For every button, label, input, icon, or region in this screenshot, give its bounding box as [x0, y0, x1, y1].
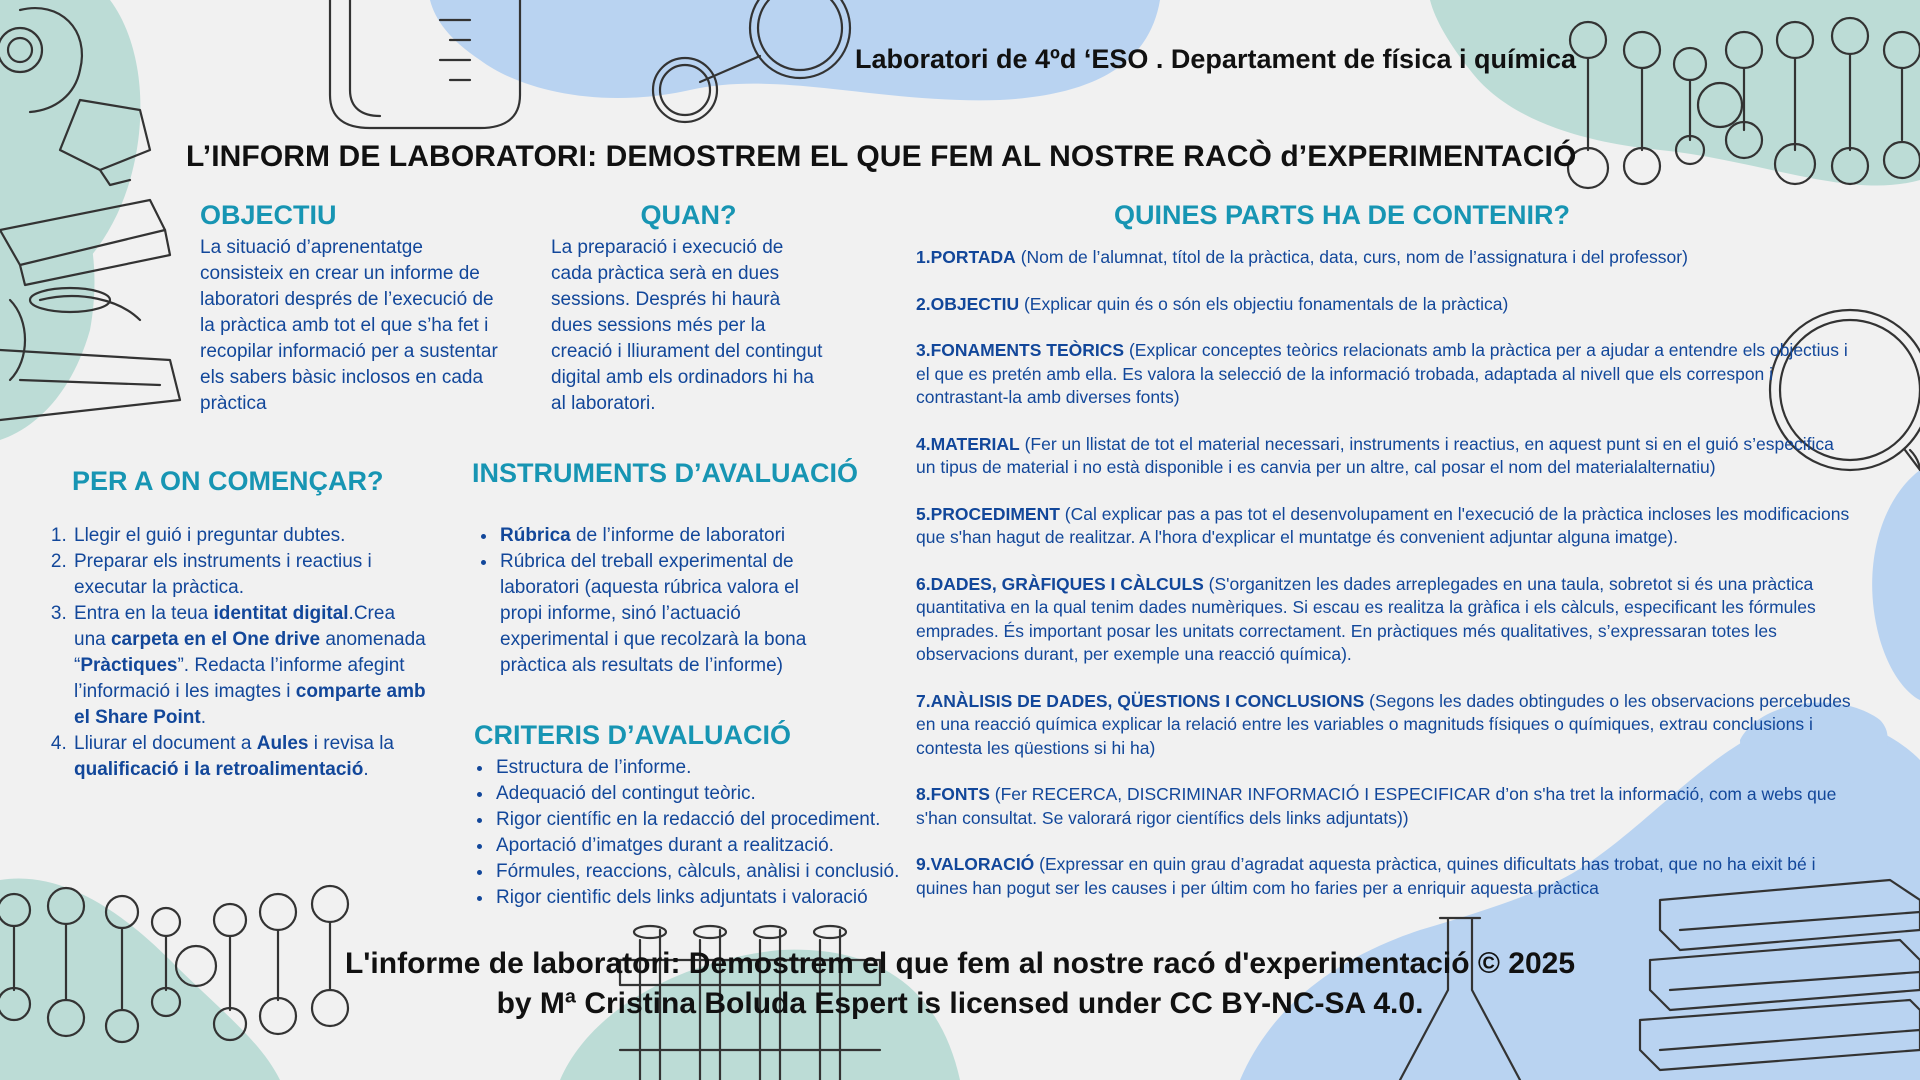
part-text: (Explicar conceptes teòrics relacionats amb la pràctica per a ajudar a entendre els objectius i el que es pretén amb ella. Es valora la selecció de la informació trobada, adaptada al nivell que els correspon i contrastant-la amb diverses fonts) [916, 340, 1848, 407]
objectiu-heading: OBJECTIU [200, 200, 337, 230]
step-text: .Crea una [74, 603, 396, 650]
step-item [72, 731, 428, 783]
part-title: 5.PROCEDIMENT [916, 503, 1060, 524]
objectiu-text: La situació d’aprenentatge consisteix en crear un informe de laboratori després de l’execució de la pràctica amb tot el que s’ha fet i recopilar informació per a sustentar els sabers bàsic inclosos en cada pràctica [200, 237, 498, 414]
step-text: anomenada “ [74, 629, 426, 676]
criteri-item: • Rigor científic en la redacció del procediment. [494, 807, 914, 833]
step-bold: Aules [256, 733, 309, 754]
quan-text: La preparació i execució de cada pràctica serà en dues sessions. Després hi haurà dues sessions més per la creació i lliurament del contingut digital amb els ordinadors hi ha al laboratori. [551, 237, 823, 414]
part-title: 8.FONTS [916, 784, 990, 804]
part-item [916, 246, 1856, 270]
department-line: Laboratori de 4ºd ‘ESO . Departament de física i química [855, 44, 1577, 74]
part-item [916, 690, 1856, 761]
step-bold: carpeta en el One drive [110, 629, 321, 650]
criteri-item: • Estructura de l’informe. [494, 755, 914, 781]
part-title: 7.ANÀLISIS DE DADES, QÜESTIONS I CONCLUSIONS [916, 690, 1365, 711]
step-text: . [363, 759, 369, 780]
instrument-text: Rúbrica del treball experimental de laboratori (aquesta rúbrica valora el propi informe, sinó l’actuació experimental i que recolzarà la bona pràctica als resultats de l’informe) [500, 551, 807, 676]
instrument-text: de l’informe de laboratori [570, 525, 786, 546]
part-item [916, 853, 1856, 900]
quines-parts-heading: QUINES PARTS HA DE CONTENIR? [1114, 200, 1571, 230]
license-line-2: by Mª Cristina Boluda Espert is licensed under CC BY-NC-SA 4.0. [496, 987, 1424, 1020]
step-bold: qualificació i la retroalimentació [74, 759, 364, 780]
part-item [916, 783, 1856, 830]
step-text: ”. Redacta l’informe afegint l’informació i les imagtes i [74, 655, 405, 702]
part-text: (Fer RECERCA, DISCRIMINAR INFORMACIÓ I ESPECIFICAR d’on s'ha tret la informació, com a webs que s'han consultat. Se valorará rigor científics dels links adjuntats)) [916, 784, 1837, 828]
license-footer [230, 944, 1690, 1024]
instruments-list [474, 523, 832, 679]
part-text: (Expressar en quin grau d’agradat aquesta pràctica, quines dificultats has trobat, que no ha eixit bé i quines han pogut ser les causes i per últim com ho faries per a enriquir aquesta pràctica [916, 854, 1816, 898]
part-text: (Segons les dades obtingudes o les observacions percebudes en una reacció química explicar la relació entre les variables o magnituds físiques o químiques, extrau conclusions i contesta les qüestions si hi ha) [916, 690, 1851, 758]
instrument-item [498, 549, 832, 679]
part-item [916, 339, 1856, 410]
part-title: 2.OBJECTIU [916, 293, 1020, 314]
blob-right-blue [1872, 470, 1920, 700]
instruments-section [472, 458, 858, 679]
step-text: . [200, 707, 206, 728]
step-text: Entra en la teua [74, 603, 214, 624]
criteri-item: • Fórmules, reaccions, càlculs, anàlisi i conclusió. [494, 859, 914, 885]
page-title: L’INFORM DE LABORATORI: DEMOSTREM EL QUE FEM AL NOSTRE RACÒ d’EXPERIMENTACIÓ [186, 140, 1577, 173]
part-item [916, 503, 1856, 550]
part-title: 4.MATERIAL [916, 433, 1020, 454]
instrument-bold: Rúbrica [500, 525, 571, 546]
objectiu-section [200, 200, 505, 417]
part-text: (Cal explicar pas a pas tot el desenvolupament en l'execució de la pràctica incloses les modificacions que s'han hagut de realitzar. A l'hora d'explicar el muntatge és convenient adjuntar alguna imatge). [916, 503, 1850, 547]
instruments-heading: INSTRUMENTS D’AVALUACIÓ [472, 458, 858, 488]
criteri-item: • Rigor cientìfic dels links adjuntats i valoració [494, 885, 914, 911]
quan-section [551, 200, 826, 417]
part-item [916, 433, 1856, 480]
quines-parts-list [916, 246, 1856, 923]
step-item [72, 523, 428, 549]
criteri-item: • Aportació d’imatges durant a realització. [494, 833, 914, 859]
step-text: Llegir el guió i preguntar dubtes. [74, 525, 346, 546]
part-text: (Explicar quin és o són els objectiu fonamentals de la pràctica) [1019, 293, 1509, 314]
criteris-section [474, 720, 914, 911]
step-bold: identitat digital [213, 603, 349, 624]
quan-heading: QUAN? [640, 200, 737, 230]
criteris-heading: CRITERIS D’AVALUACIÓ [474, 720, 791, 750]
part-title: 3.FONAMENTS TEÒRICS [916, 340, 1125, 360]
criteris-list [474, 755, 914, 911]
part-title: 6.DADES, GRÀFIQUES I CÀLCULS [916, 573, 1204, 594]
instrument-item [498, 523, 832, 549]
step-text: i revisa la [308, 733, 394, 754]
license-line-1: L'informe de laboratori: Demostrem el que fem al nostre racó d'experimentació © 2025 [344, 947, 1576, 980]
part-text: (S'organitzen les dades arreplegades en una taula, sobretot si és una pràctica quantitativa en la qual tenim dades numèriques. Si escau es realitza la gràfica i els càlculs, especificant les fórmules emprades. És important posar les unitats correctament. En pràctiques més qualitatives, s’expressaran totes les observacions durant, per exemple una reacció química). [916, 573, 1816, 664]
per-a-on-heading: PER A ON COMENÇAR? [72, 466, 384, 496]
part-text: (Nom de l’alumnat, títol de la pràctica, data, curs, nom de l’assignatura i del professor) [1015, 247, 1688, 267]
per-a-on-section [48, 466, 428, 783]
part-item [916, 293, 1856, 317]
step-item [72, 601, 428, 731]
step-bold: Pràctiques [80, 655, 178, 676]
steps-list [48, 523, 428, 783]
part-title: 1.PORTADA [916, 247, 1016, 267]
step-text: Lliurar el document a [74, 733, 257, 754]
step-text: Preparar els instruments i reactius i executar la pràctica. [74, 551, 372, 598]
part-text: (Fer un llistat de tot el material necessari, instruments i reactius, en aquest punt si en el guió s’especifica un tipus de material i no està disponible i es canvia per un altre, cal posar el nom del materialalternatiu) [916, 433, 1834, 477]
part-title: 9.VALORACIÓ [916, 854, 1035, 874]
step-bold: comparte amb el Share Point [74, 681, 426, 728]
part-item [916, 573, 1856, 667]
step-item [72, 549, 428, 601]
criteri-item: • Adequació del contingut teòric. [494, 781, 914, 807]
